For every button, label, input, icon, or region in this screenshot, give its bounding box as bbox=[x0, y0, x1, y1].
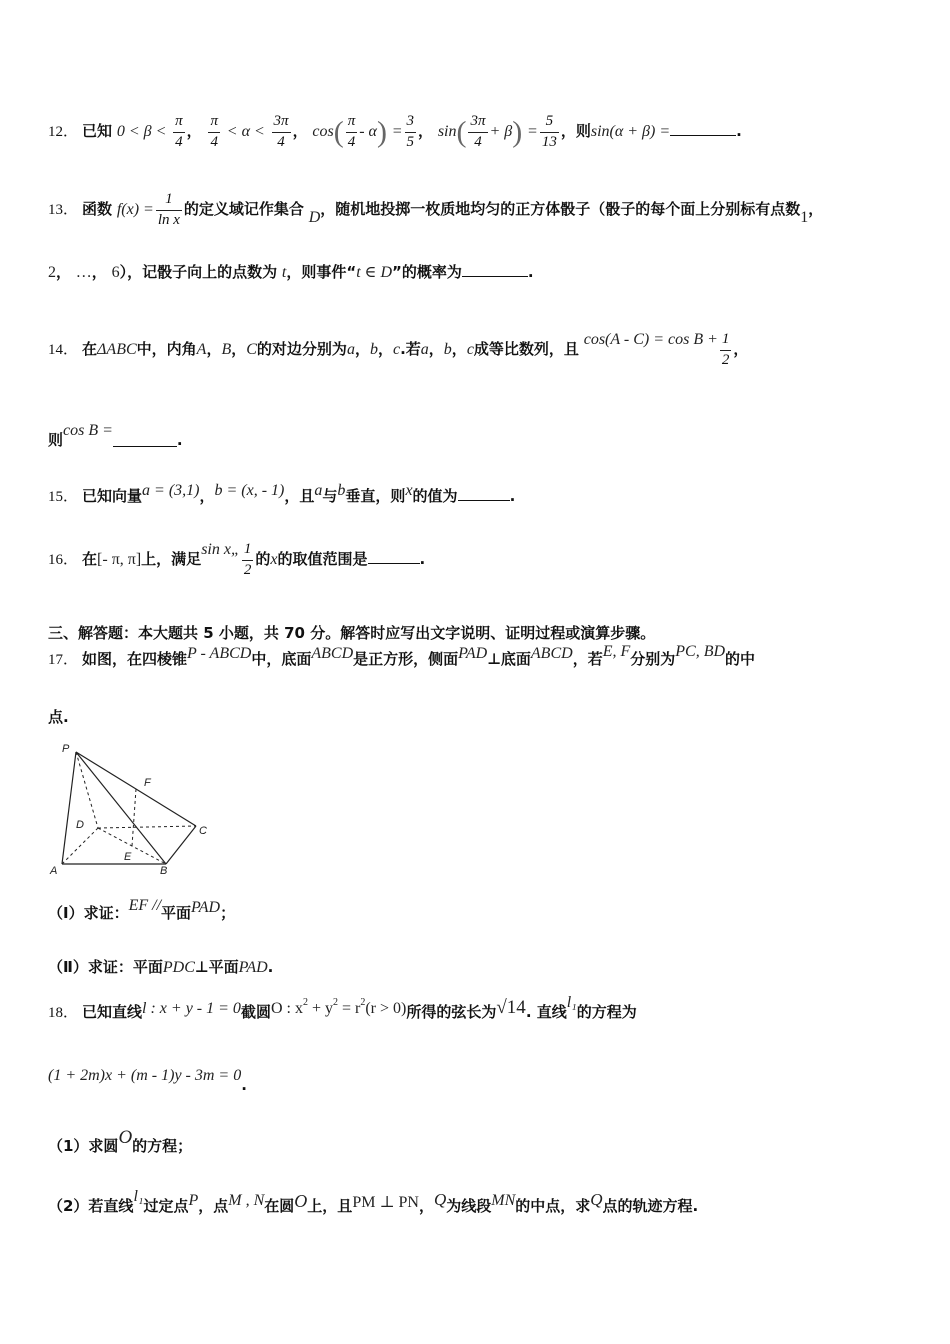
q14-sep: ， bbox=[354, 340, 370, 358]
question-14-line-2 bbox=[48, 420, 910, 449]
q13-text: ”的概率为 bbox=[392, 263, 462, 281]
q16-math: [- π, π] bbox=[97, 551, 142, 568]
label-D: D bbox=[76, 819, 84, 831]
q18-number: 18． bbox=[48, 1005, 79, 1021]
q14-math: cos B = bbox=[63, 422, 113, 439]
label-P: P bbox=[62, 743, 70, 755]
q18-math: O bbox=[294, 1191, 308, 1211]
q17-math: PC, BD bbox=[675, 643, 726, 660]
question-14 bbox=[48, 330, 910, 370]
q13-number: 13． bbox=[48, 202, 79, 218]
q18-text: 的方程为 bbox=[576, 1003, 637, 1021]
q15-text: ，且 bbox=[284, 487, 315, 505]
label-A: A bbox=[50, 865, 58, 877]
q17-math: PAD bbox=[191, 899, 221, 916]
q16-end: . bbox=[419, 550, 426, 568]
q13-text: ），记骰子向上的点数为 bbox=[119, 263, 278, 281]
q18-text: 截圆 bbox=[240, 1003, 271, 1021]
answer-blank bbox=[670, 121, 736, 136]
q13-math: t bbox=[281, 264, 287, 281]
q12-text: 已知 bbox=[82, 122, 113, 140]
q16-text: 的取值范围是 bbox=[277, 550, 368, 568]
q18-text: . 直线 bbox=[525, 1003, 567, 1021]
q12-sep: ， bbox=[292, 122, 308, 140]
q13-text: ， bbox=[91, 263, 107, 281]
q12-end: . bbox=[736, 122, 742, 140]
q12-math: + β bbox=[489, 123, 513, 140]
q16-frac: $\frac{1}{2}$ bbox=[243, 541, 252, 578]
q14-math: a bbox=[420, 341, 429, 358]
q13-math: 1 bbox=[800, 209, 809, 226]
q12-math: - α bbox=[359, 123, 377, 140]
q17-math: PAD bbox=[238, 959, 268, 976]
q17-math: ABCD bbox=[530, 645, 573, 662]
q16-math: x bbox=[270, 551, 278, 568]
question-17-part-2 bbox=[48, 958, 910, 979]
q14-text: 则 bbox=[48, 431, 64, 449]
q12-sep: ， bbox=[418, 122, 434, 140]
q14-number: 14． bbox=[48, 342, 79, 358]
q13-frac: $\frac{1}{\text{ln x}}$ bbox=[157, 191, 180, 228]
q12-frac-6: $\frac{3\pi}{4}$ bbox=[470, 113, 486, 150]
q14-math: a bbox=[346, 341, 355, 358]
q15-math: x bbox=[405, 482, 413, 499]
q17-text: 是正方形，侧面 bbox=[353, 650, 459, 668]
q17-text: 中，底面 bbox=[251, 650, 312, 668]
q14-sep: ， bbox=[377, 340, 393, 358]
label-C: C bbox=[199, 825, 207, 837]
q18-end: . bbox=[241, 1076, 247, 1094]
q17-text: ，若 bbox=[572, 650, 603, 668]
q17-text: 的中 bbox=[725, 650, 756, 668]
q13-math: f(x) = bbox=[116, 201, 154, 218]
q15-text: 已知向量 bbox=[82, 487, 143, 505]
q18-math: MN bbox=[491, 1192, 516, 1209]
q17-text: ⊥底面 bbox=[487, 650, 531, 668]
q17-math: P - ABCD bbox=[187, 645, 252, 662]
q15-text: 与 bbox=[322, 487, 338, 505]
q18-circle-equation: O : $x^2 + y^2 = r^2(r > 0)$ bbox=[270, 997, 407, 1017]
edge-PA bbox=[62, 752, 76, 864]
q18-text: 所得的弦长为 bbox=[406, 1003, 497, 1021]
q18-text: 的方程； bbox=[132, 1137, 193, 1155]
q13-text: 函数 bbox=[82, 200, 113, 218]
question-17-part-1 bbox=[48, 897, 910, 925]
q14-sep: ， bbox=[733, 340, 749, 358]
edge-DC bbox=[98, 826, 196, 828]
q12-frac-7: $\frac{5}{13}$ bbox=[541, 113, 557, 150]
q17-text: （Ⅱ）求证：平面 bbox=[48, 958, 163, 976]
q12-frac-2: $\frac{\pi}{4}$ bbox=[210, 113, 218, 150]
q17-text: 平面 bbox=[161, 904, 192, 922]
q14-sep: ， bbox=[206, 340, 222, 358]
q17-text: . bbox=[267, 958, 274, 976]
q16-text: 上，满足 bbox=[141, 550, 202, 568]
q17-math: EF // bbox=[128, 897, 162, 914]
question-12: 12． 已知 0 < β < $\frac{\pi}{4}$ ， $\frac{\pi}{4}$ < α < $\frac{3\pi}{4}$ ， cos( $\frac{\pi}{4}$ - α) = $\frac{3}{5}$ ， sin( $\frac{3\pi}{4}$ + β) = $\frac{5}{13}$ ，则sin(α + β) = . bbox=[48, 112, 910, 152]
q18-math: Q bbox=[590, 1190, 603, 1209]
q14-math: b bbox=[443, 341, 452, 358]
label-E: E bbox=[124, 851, 132, 863]
q17-math: E, F bbox=[602, 643, 631, 660]
question-18-part-1 bbox=[48, 1127, 910, 1159]
q12-frac-3: $\frac{3\pi}{4}$ bbox=[273, 113, 289, 150]
edge-PB bbox=[76, 752, 166, 864]
q15-number: 15． bbox=[48, 489, 79, 505]
q13-text: ， bbox=[56, 263, 72, 281]
q16-text: 的 bbox=[255, 550, 271, 568]
answer-blank bbox=[368, 549, 420, 564]
q18-text: （1）求圆 bbox=[48, 1137, 119, 1155]
q18-text: 的中点，求 bbox=[515, 1197, 591, 1215]
label-F: F bbox=[144, 777, 151, 789]
section-3-heading: 三、解答题：本大题共 5 小题，共 70 分。解答时应写出文字说明、证明过程或演算步骤。 bbox=[48, 624, 656, 642]
q17-math: ABCD bbox=[311, 645, 354, 662]
q17-math: PAD bbox=[458, 645, 488, 662]
q17-number: 17． bbox=[48, 652, 79, 668]
q14-math: cos(A - C) = cos B + bbox=[583, 331, 718, 348]
q15-math: b = (x, - 1) bbox=[214, 482, 285, 499]
q14-sep: ， bbox=[451, 340, 467, 358]
q12-frac-5: $\frac{3}{5}$ bbox=[406, 113, 415, 150]
q18-math: O bbox=[118, 1127, 133, 1148]
q15-sep: ， bbox=[199, 487, 215, 505]
q18-math: PM ⊥ PN bbox=[352, 1194, 419, 1211]
q18-text: 过定点 bbox=[143, 1197, 189, 1215]
q12-frac-4: $\frac{\pi}{4}$ bbox=[347, 113, 356, 150]
q15-math: a bbox=[314, 482, 323, 499]
q18-text: 上，且 bbox=[307, 1197, 353, 1215]
question-17-line-2: 点. bbox=[48, 708, 69, 726]
q18-text: ，点 bbox=[198, 1197, 229, 1215]
question-13 bbox=[48, 190, 910, 230]
q12-math: < α < bbox=[226, 123, 265, 140]
q18-math: P bbox=[188, 1192, 199, 1209]
q13-text: 的定义域记作集合 bbox=[183, 200, 304, 218]
edge-BC bbox=[166, 826, 196, 864]
q14-sep: ， bbox=[428, 340, 444, 358]
q18-math: Q bbox=[433, 1190, 447, 1209]
q17-text: 分别为 bbox=[630, 650, 676, 668]
q14-math: A bbox=[196, 341, 207, 358]
question-15 bbox=[48, 482, 910, 508]
q12-frac-1: $\frac{\pi}{4}$ bbox=[175, 113, 183, 150]
q14-math: c bbox=[392, 341, 401, 358]
question-16 bbox=[48, 540, 910, 580]
q18-text: ， bbox=[418, 1197, 434, 1215]
label-B: B bbox=[160, 865, 168, 877]
q18-math: l : x + y - 1 = 0 bbox=[142, 1000, 241, 1017]
q17-text: 如图，在四棱锥 bbox=[82, 650, 188, 668]
q15-math: a = (3,1) bbox=[142, 482, 200, 499]
q13-text: ，则事件“ bbox=[286, 263, 357, 281]
q15-end: . bbox=[509, 487, 516, 505]
edge-AD bbox=[62, 828, 98, 864]
q16-text: 在 bbox=[82, 550, 98, 568]
q12-number: 12． bbox=[48, 124, 79, 140]
q14-math: B bbox=[221, 341, 232, 358]
q18-line-equation: (1 + 2m)x + (m - 1)y - 3m = 0 bbox=[48, 1067, 242, 1084]
q12-math: = bbox=[391, 123, 403, 140]
question-18-part-2 bbox=[48, 1188, 910, 1218]
q13-end: . bbox=[527, 263, 534, 281]
q12-math: sin(α + β) = bbox=[590, 123, 671, 140]
q14-text: 中，内角 bbox=[136, 340, 197, 358]
q18-math: √14 bbox=[496, 997, 526, 1018]
q12-sep: ， bbox=[186, 122, 202, 140]
question-18 bbox=[48, 994, 910, 1025]
q18-text: （2）若直线 bbox=[48, 1197, 134, 1215]
q14-text: 在 bbox=[82, 340, 98, 358]
q14-math: C bbox=[246, 341, 257, 358]
q13-math: 2 bbox=[48, 264, 56, 281]
q16-number: 16． bbox=[48, 552, 79, 568]
q14-text: 的对边分别为 bbox=[256, 340, 347, 358]
q17-text: ； bbox=[220, 904, 236, 922]
q15-math: b bbox=[337, 482, 346, 499]
q18-math: l₁ bbox=[566, 994, 577, 1011]
q18-math: l₁ bbox=[133, 1188, 144, 1205]
q12-math: = bbox=[527, 123, 538, 140]
q14-math: c bbox=[466, 341, 474, 358]
question-18-equation bbox=[48, 1066, 910, 1094]
q14-math: b bbox=[369, 341, 378, 358]
q17-text: （Ⅰ）求证： bbox=[48, 904, 129, 922]
q13-math: … bbox=[75, 264, 92, 281]
q12-math: 0 < β < bbox=[116, 123, 167, 140]
q14-text: 成等比数列，且 bbox=[473, 340, 579, 358]
answer-blank bbox=[462, 262, 528, 277]
q14-text: .若 bbox=[400, 340, 421, 358]
q12-text: ，则 bbox=[560, 122, 591, 140]
q18-math: M , N bbox=[228, 1192, 265, 1209]
q14-math: ΔABC bbox=[97, 341, 137, 358]
q17-text: ⊥平面 bbox=[194, 958, 239, 976]
q16-math: sin x„ bbox=[201, 541, 240, 558]
pyramid-figure bbox=[48, 738, 218, 878]
answer-blank bbox=[113, 432, 177, 447]
q13-math: D bbox=[308, 209, 321, 226]
q14-sep: ， bbox=[231, 340, 247, 358]
q18-text: 为线段 bbox=[446, 1197, 492, 1215]
q18-text: 已知直线 bbox=[82, 1003, 143, 1021]
q18-text: 点的轨迹方程. bbox=[602, 1197, 699, 1215]
answer-blank bbox=[458, 486, 510, 501]
question-13-line-2 bbox=[48, 262, 910, 284]
q12-math: cos bbox=[312, 123, 334, 140]
q17-math: PDC bbox=[162, 959, 195, 976]
question-17 bbox=[48, 643, 910, 671]
q13-text: ， bbox=[808, 200, 824, 218]
q14-end: . bbox=[176, 431, 183, 449]
q13-math: 6 bbox=[111, 264, 120, 281]
q12-math: sin bbox=[437, 123, 457, 140]
edge-FE bbox=[132, 789, 136, 846]
q15-text: 垂直，则 bbox=[345, 487, 406, 505]
q13-math: t ∈ D bbox=[356, 264, 393, 281]
q15-text: 的值为 bbox=[412, 487, 458, 505]
q13-text: ，随机地投掷一枚质地均匀的正方体骰子（骰子的每个面上分别标有点数 bbox=[320, 200, 801, 218]
q14-frac: $\frac{1}{2}$ bbox=[721, 331, 730, 368]
q18-text: 在圆 bbox=[264, 1197, 295, 1215]
